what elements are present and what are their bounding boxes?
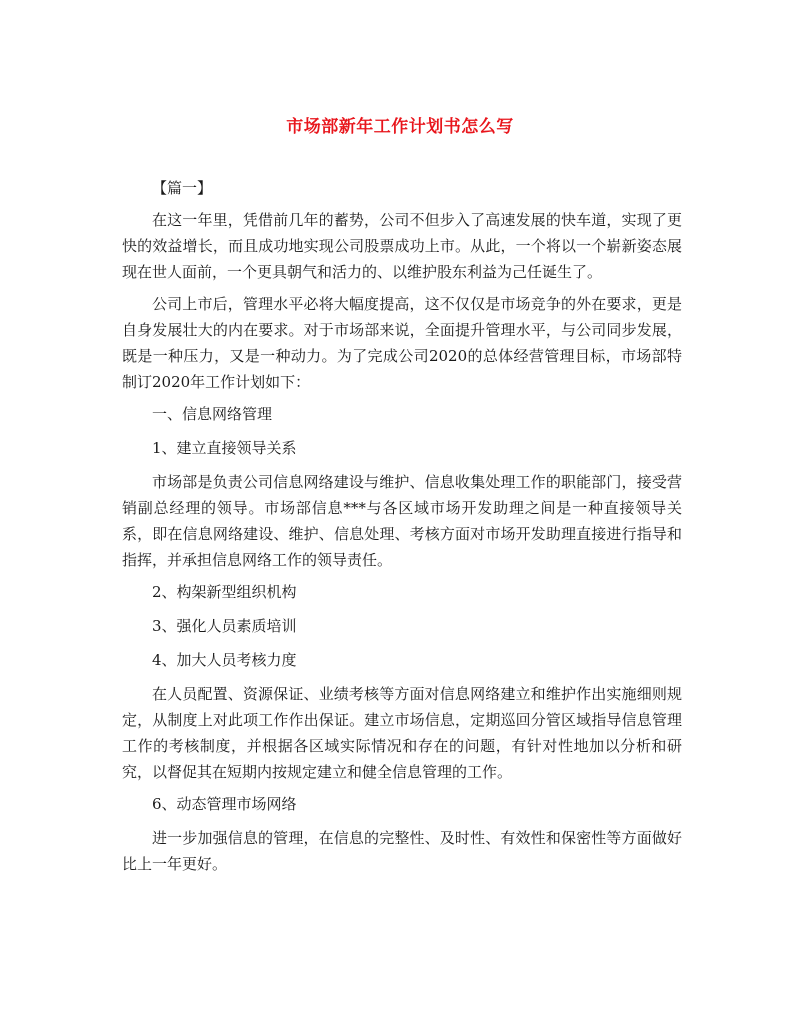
body-paragraph: 在这一年里，凭借前几年的蓄势，公司不但步入了高速发展的快车道，实现了更快的效益增长，而且成功地实现公司股票成功上市。从此，一个将以一个崭新姿态展现在世人面前，一个更具朝气和活力的、以维护股东利益为己任诞生了。 [122, 211, 682, 281]
list-item: 4、加大人员考核力度 [152, 651, 297, 669]
body-paragraph: 进一步加强信息的管理，在信息的完整性、及时性、有效性和保密性等方面做好比上一年更好。 [122, 829, 682, 873]
list-heading: 一、信息网络管理 [152, 405, 273, 423]
list-item: 2、构架新型组织机构 [152, 583, 297, 601]
document-body [122, 175, 682, 883]
list-item: 6、动态管理市场网络 [152, 795, 297, 813]
section-heading: 【篇一】 [152, 179, 213, 197]
body-paragraph: 在人员配置、资源保证、业绩考核等方面对信息网络建立和维护作出实施细则规定，从制度上对此项工作作出保证。建立市场信息，定期巡回分管区域指导信息管理工作的考核制度，并根据各区域实际情况和存在的问题，有针对性地加以分析和研究，以督促其在短期内按规定建立和健全信息管理的工作。 [122, 685, 682, 781]
body-paragraph: 市场部是负责公司信息网络建设与维护、信息收集处理工作的职能部门，接受营销副总经理的领导。市场部信息***与各区域市场开发助理之间是一种直接领导关系，即在信息网络建设、维护、信息处理、考核方面对市场开发助理直接进行指导和指挥，并承担信息网络工作的领导责任。 [122, 473, 682, 569]
body-paragraph: 公司上市后，管理水平必将大幅度提高，这不仅仅是市场竞争的外在要求，更是自身发展壮大的内在要求。对于市场部来说，全面提升管理水平，与公司同步发展，既是一种压力，又是一种动力。为了完成公司2020的总体经营管理目标，市场部特制订2020年工作计划如下： [122, 295, 682, 391]
list-item: 3、强化人员素质培训 [152, 617, 297, 635]
list-item: 1、建立直接领导关系 [152, 439, 297, 457]
document-title: 市场部新年工作计划书怎么写 [286, 117, 514, 137]
